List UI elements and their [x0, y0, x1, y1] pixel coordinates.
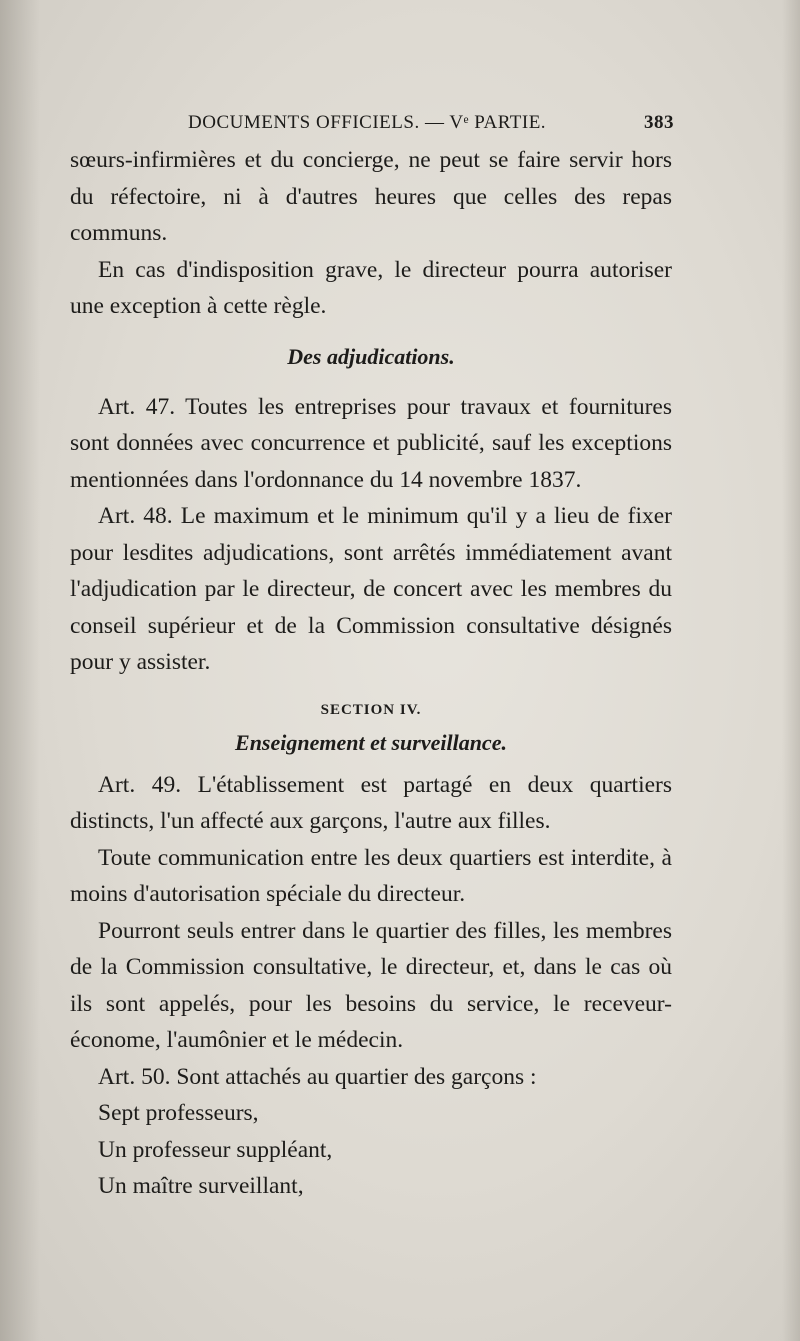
- list-item: Sept professeurs,: [98, 1100, 259, 1126]
- section-heading: SECTION IV.: [320, 701, 422, 718]
- article-50: Art. 50. Sont attachés au quartier des garçons :: [98, 1063, 537, 1090]
- article-49: Art. 49. L'établissement est partagé en deux quartiers distincts, l'un affecté aux garçons, l'autre aux filles.: [70, 771, 672, 834]
- list-item: Un professeur suppléant,: [98, 1136, 333, 1163]
- page-number: 383: [644, 112, 674, 133]
- article-48: Art. 48. Le maximum et le minimum qu'il y a lieu de fixer pour lesdites adjudications, sont arrêtés immédiatement avant l'adjudication par le directeur, de concert avec les membres du conseil supérieur et de la Commission consultative désignés pour y assister.: [70, 503, 672, 675]
- text-block: [70, 108, 672, 1205]
- heading-adjudications: Des adjudications.: [287, 343, 455, 369]
- paragraph-continued: sœurs-infirmières et du concierge, ne peut se faire servir hors du réfectoire, ni à d'autres heures que celles des repas communs.: [70, 147, 672, 246]
- running-head-title: DOCUMENTS OFFICIELS. — Vᵉ PARTIE.: [188, 112, 547, 133]
- running-head: [70, 108, 672, 142]
- paragraph-entrer: Pourront seuls entrer dans le quartier des filles, les membres de la Commission consultative, le directeur, et, dans le cas où ils sont appelés, pour les besoins du service, le receveur-économe, l'aumônier et le médecin.: [70, 917, 672, 1053]
- paragraph-indisposition: En cas d'indisposition grave, le directeur pourra autoriser une exception à cette règle.: [70, 256, 672, 319]
- heading-enseignement: Enseignement et surveillance.: [235, 729, 507, 755]
- paragraph-communication: Toute communication entre les deux quartiers est interdite, à moins d'autorisation spéciale du directeur.: [70, 844, 672, 907]
- list-item: Un maître surveillant,: [98, 1173, 304, 1199]
- article-47: Art. 47. Toutes les entreprises pour travaux et fournitures sont données avec concurrence et publicité, sauf les exceptions mentionnées dans l'ordonnance du 14 novembre 1837.: [70, 393, 672, 493]
